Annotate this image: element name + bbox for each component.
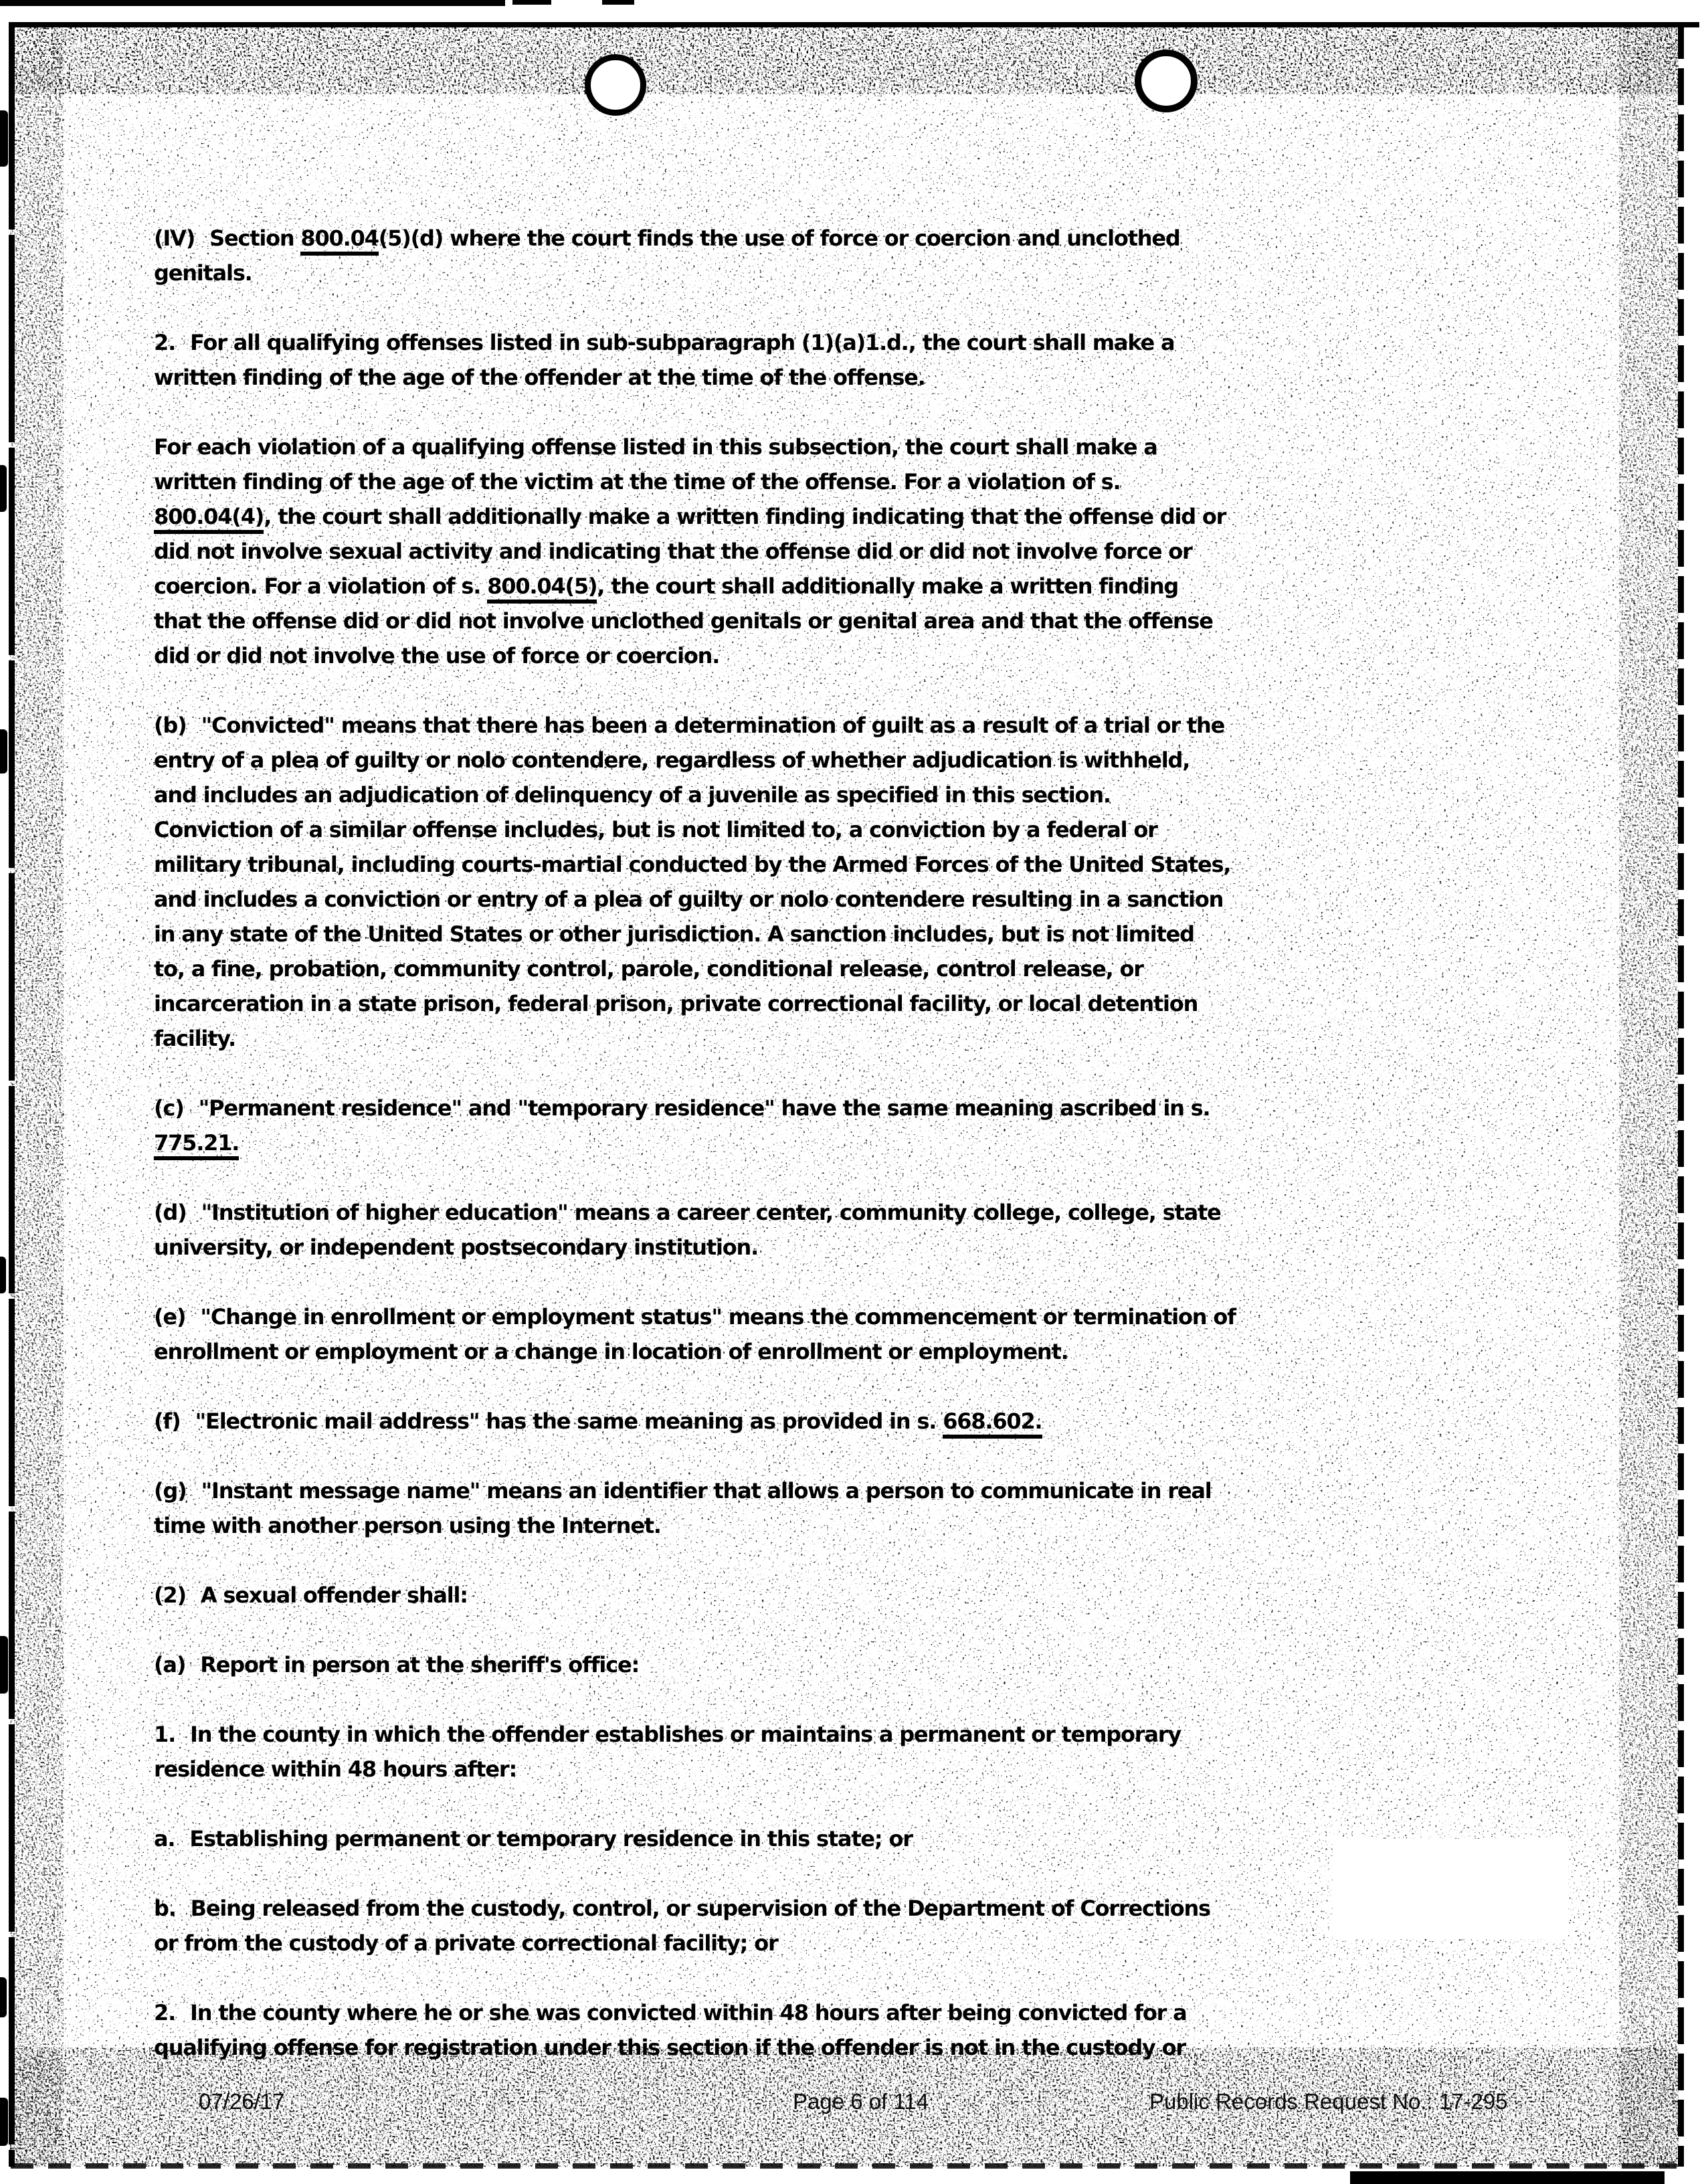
text-line [154,499,1351,534]
text-segment: in any state of the United States or other jurisdiction. A sanction includes, but is not limited [154,921,1194,947]
page-border-right [1678,22,1684,2167]
text-line [154,1021,1351,1056]
paragraph [154,1647,1351,1682]
text-segment: In the county where he or she was convicted within 48 hours after being convicted for a [190,2000,1187,2025]
statute-reference: 800.04 [300,225,378,256]
text-segment: For all qualifying offenses listed in sub-subparagraph (1)(a)1.d., the court shall make a [190,330,1175,355]
text-segment: did not involve sexual activity and indicating that the offense did or did not involve force or [154,539,1192,564]
footer-records-request: Public Records Request No.: 17-295 [1149,2089,1508,2114]
text-segment: "Instant message name" means an identifier that allows a person to communicate in real [201,1478,1212,1504]
footer-page-number: Page 6 of 114 [793,2089,929,2114]
text-segment: residence within 48 hours after: [154,1756,517,1782]
paragraph-label: (g) [154,1478,187,1504]
paragraph [154,1578,1351,1613]
paragraph-label: a. [154,1826,175,1851]
paragraph [154,1995,1351,2065]
paragraph-label: b. [154,1896,176,1921]
paragraph [154,1404,1351,1439]
text-segment: A sexual offender shall: [200,1582,468,1608]
statute-reference: 775.21. [154,1130,239,1160]
text-line [154,1752,1351,1787]
paragraph-label: (d) [154,1200,187,1225]
text-line [154,882,1351,917]
text-segment: Being released from the custody, control, or supervision of the Department of Corrections [190,1896,1210,1921]
text-segment: and includes an adjudication of delinquency of a juvenile as specified in this section. [154,782,1111,808]
paragraph [154,1821,1351,1856]
text-line [154,1891,1351,1926]
text-segment: "Permanent residence" and "temporary residence" have the same meaning ascribed in s. [198,1095,1210,1121]
text-segment: In the county in which the offender establishes or maintains a permanent or temporary [190,1722,1181,1747]
text-segment: For each violation of a qualifying offense listed in this subsection, the court shall make a [154,434,1157,460]
paragraph [154,1091,1351,1160]
text-segment: Report in person at the sheriff's office: [200,1652,640,1677]
paragraph [154,1717,1351,1787]
page-border-left [9,22,15,2167]
text-segment: facility. [154,1026,235,1051]
text-segment: university, or independent postsecondary institution. [154,1235,759,1260]
text-line [154,534,1351,569]
paragraph-label: (b) [154,713,187,738]
text-line [154,464,1351,499]
text-segment: Establishing permanent or temporary residence in this state; or [189,1826,913,1851]
text-segment: "Institution of higher education" means a career center, community college, college, state [201,1200,1221,1225]
statute-reference: 668.602. [943,1408,1042,1439]
paragraph-label: (a) [154,1652,186,1677]
text-line [154,1647,1351,1682]
scan-edge-smudge [0,2098,8,2146]
text-line [154,986,1351,1021]
paragraph-label: 2. [154,330,176,355]
text-line [154,847,1351,882]
text-line [154,360,1351,395]
text-segment: enrollment or employment or a change in location of enrollment or employment. [154,1339,1068,1364]
text-line [154,1091,1351,1125]
text-line [154,1125,1351,1160]
text-line [154,1404,1351,1439]
paragraph [154,221,1351,290]
text-segment: "Change in enrollment or employment status" means the commencement or termination of [200,1304,1236,1330]
paragraph-label: (f) [154,1408,181,1434]
text-line [154,430,1351,464]
text-segment: entry of a plea of guilty or nolo contendere, regardless of whether adjudication is withheld, [154,747,1190,773]
paragraph-label: (c) [154,1095,184,1121]
hole-punch-icon [1135,50,1198,112]
text-segment: "Electronic mail address" has the same meaning as provided in s. [195,1408,943,1434]
paragraph-label: (e) [154,1304,186,1330]
paragraph [154,708,1351,1056]
paragraph [154,430,1351,673]
text-segment: (5)(d) where the court finds the use of force or coercion and unclothed [378,225,1180,251]
text-segment: Section [209,225,301,251]
text-line [154,1334,1351,1369]
text-line [154,221,1351,256]
paragraph [154,1891,1351,1961]
text-segment: and includes a conviction or entry of a plea of guilty or nolo contendere resulting in a sanction [154,887,1224,912]
text-segment: time with another person using the Internet. [154,1513,661,1538]
text-line [154,604,1351,638]
scan-bottom-edge [11,2163,1677,2169]
scan-artifact-top-bar [0,0,505,6]
scan-edge-smudge [0,1257,6,1293]
text-line [154,569,1351,604]
text-line [154,325,1351,360]
text-segment: to, a fine, probation, community control, parole, conditional release, control release, or [154,956,1143,982]
text-line [154,1717,1351,1752]
text-segment: did or did not involve the use of force or coercion. [154,643,720,668]
text-line [154,1995,1351,2030]
text-line [154,256,1351,290]
text-segment: written finding of the age of the victim at the time of the offense. For a violation of s. [154,469,1121,494]
paragraph [154,1195,1351,1265]
text-segment: Conviction of a similar offense includes, but is not limited to, a conviction by a federal or [154,817,1157,842]
text-segment: or from the custody of a private correctional facility; or [154,1930,778,1956]
text-segment: genitals. [154,260,252,286]
scan-edge-smudge [0,110,8,167]
text-line [154,1230,1351,1265]
text-line [154,1473,1351,1508]
scan-artifact-bottom-bar [1350,2171,1665,2184]
hole-punch-icon [585,54,646,116]
text-segment: qualifying offense for registration under this section if the offender is not in the custody or [154,2035,1186,2060]
text-line [154,951,1351,986]
text-segment: incarceration in a state prison, federal prison, private correctional facility, or local detention [154,991,1198,1016]
scan-horizontal-rule [11,22,1699,27]
scan-edge-smudge [0,1636,8,1694]
text-segment: military tribunal, including courts-martial conducted by the Armed Forces of the United States, [154,852,1231,877]
text-segment: coercion. For a violation of s. [154,573,488,599]
text-line [154,1195,1351,1230]
paragraph-label: (IV) [154,225,195,251]
text-segment: , the court shall additionally make a written finding indicating that the offense did or [264,504,1226,529]
footer-date: 07/26/17 [199,2089,285,2114]
text-segment: that the offense did or did not involve unclothed genitals or genital area and that the offense [154,608,1213,634]
text-line [154,917,1351,951]
text-line [154,708,1351,743]
paragraph-label: 2. [154,2000,176,2025]
text-line [154,1299,1351,1334]
text-segment: written finding of the age of the offender at the time of the offense. [154,365,925,390]
scan-artifact-top-mark [602,0,634,5]
paragraph-label: 1. [154,1722,176,1747]
text-segment: "Convicted" means that there has been a determination of guilt as a result of a trial or the [201,713,1225,738]
text-line [154,1508,1351,1543]
scan-edge-smudge [0,729,7,774]
paragraph [154,1299,1351,1369]
paragraph [154,325,1351,395]
text-line [154,638,1351,673]
text-line [154,778,1351,812]
text-line [154,743,1351,778]
text-line [154,2030,1351,2065]
document-body [154,221,1351,2100]
text-line [154,812,1351,847]
paragraph-label: (2) [154,1582,186,1608]
scan-white-patch [1333,1839,1568,1939]
text-line [154,1926,1351,1961]
scan-edge-smudge [0,1977,7,2017]
statute-reference: 800.04(5) [487,573,597,604]
text-line [154,1578,1351,1613]
statute-reference: 800.04(4) [154,504,264,534]
text-line [154,1821,1351,1856]
text-segment: , the court shall additionally make a written finding [597,573,1179,599]
scan-edge-smudge [0,465,7,512]
scan-artifact-top-mark [512,0,551,5]
paragraph [154,1473,1351,1543]
